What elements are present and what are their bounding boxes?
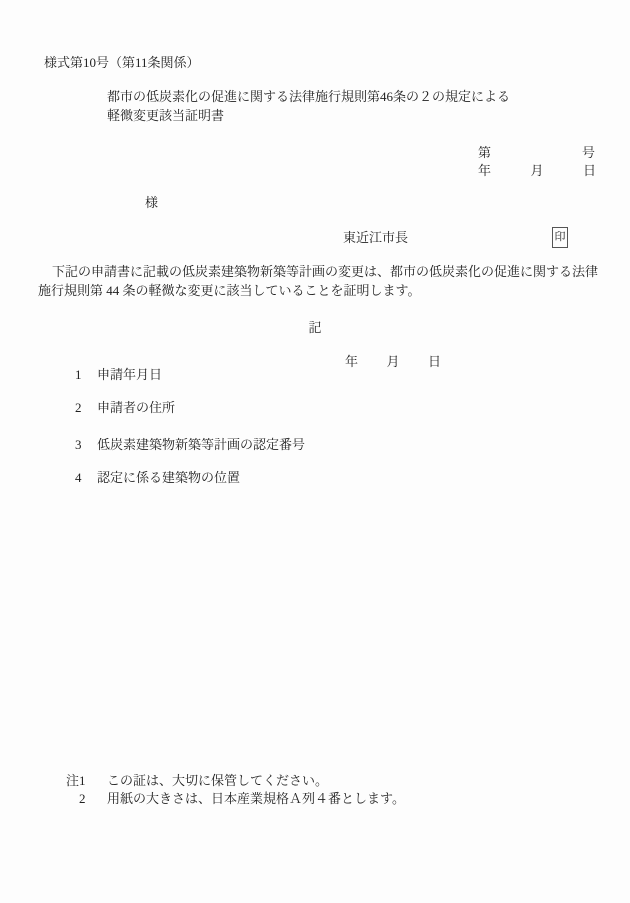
document-title-line1: 都市の低炭素化の促進に関する法律施行規則第46条の２の規定による — [107, 89, 511, 104]
list-item-label: 申請者の住所 — [97, 400, 176, 415]
certification-body-line2: 施行規則第 44 条の軽微な変更に該当していることを証明します。 — [38, 282, 421, 298]
date-unit-month: 月 — [386, 354, 400, 369]
list-item-building-location — [62, 458, 240, 497]
form-number: 様式第10号（第11条関係） — [44, 55, 200, 70]
document-title-line2: 軽微変更該当証明書 — [107, 108, 225, 123]
issuer-name: 東近江市長 — [343, 230, 409, 245]
list-item-number: 3 — [75, 437, 82, 452]
date-unit-year: 年 — [345, 354, 359, 369]
addressee-honorific: 様 — [145, 195, 159, 210]
certification-body-line1: 下記の申請書に記載の低炭素建築物新築等計画の変更は、都市の低炭素化の促進に関する法律 — [52, 264, 599, 279]
list-item-number: 1 — [75, 367, 82, 382]
list-item-label: 低炭素建築物新築等計画の認定番号 — [97, 437, 306, 452]
date-unit-month: 月 — [530, 163, 544, 178]
date-unit-year: 年 — [478, 163, 492, 178]
certification-body — [38, 263, 598, 300]
application-date-units — [345, 355, 441, 368]
list-item-label: 認定に係る建築物の位置 — [97, 470, 241, 485]
document-number-prefix: 第 — [478, 145, 492, 160]
issue-date-line — [478, 164, 596, 177]
note-1-number: 注1 — [66, 773, 86, 788]
note-2-number: 2 — [79, 791, 86, 806]
list-item-number: 2 — [75, 400, 82, 415]
list-item-label: 申請年月日 — [97, 367, 163, 382]
seal-mark-label: 印 — [554, 231, 566, 243]
document-number-suffix: 号 — [581, 145, 595, 160]
list-item-applicant-address — [62, 388, 175, 427]
list-item-number: 4 — [75, 470, 82, 485]
document-number-line — [478, 146, 595, 159]
seal-mark-box — [552, 227, 568, 248]
record-heading: 記 — [308, 320, 322, 335]
note-1-text: この証は、大切に保管してください。 — [107, 773, 329, 788]
date-unit-day: 日 — [427, 354, 441, 369]
date-unit-day: 日 — [582, 163, 596, 178]
note-2-text: 用紙の大きさは、日本産業規格Ａ列４番とします。 — [107, 791, 405, 806]
